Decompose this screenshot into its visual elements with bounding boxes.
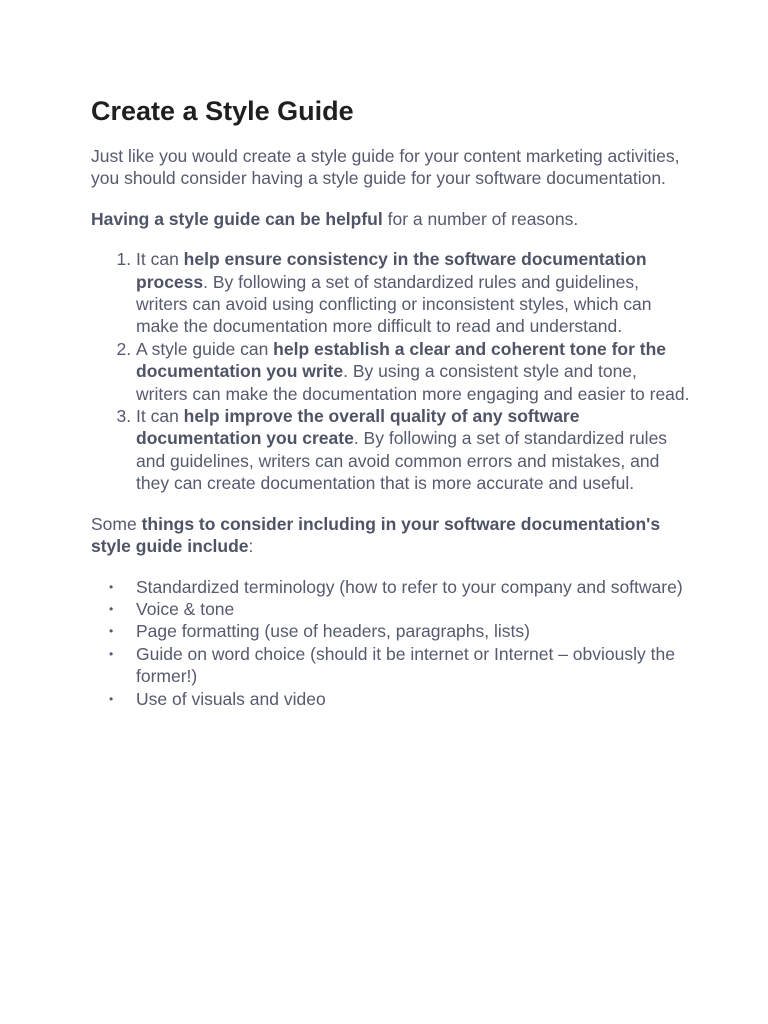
reason-1-bold: help ensure consistency in the software documentation process [136,249,647,292]
things-lead-bold: things to consider including in your software documentation's style guide include [91,513,661,557]
bullet-icon: • [109,601,114,616]
list-item [109,576,691,598]
reasons-lead-bold: Having a style guide can be helpful [91,208,383,229]
bullet-icon: • [109,691,114,706]
thing-5-text: Use of visuals and video [136,688,326,709]
bullet-icon: • [109,646,114,661]
list-item [109,598,691,620]
reasons-lead-rest: for a number of reasons. [382,208,579,229]
list-item [109,688,691,710]
reason-1-pre: It can [136,249,184,270]
thing-3-text: Page formatting (use of headers, paragraphs, lists) [136,621,530,642]
list-item [109,643,691,688]
thing-2-text: Voice & tone [136,598,235,619]
things-lead-pre: Some [91,513,142,534]
document-content [91,94,691,710]
reason-2-pre: A style guide can [136,338,274,359]
reason-3-bold: help improve the overall quality of any software documentation you create [136,406,580,449]
bullet-icon: • [109,579,114,594]
reason-3-pre: It can [136,406,184,427]
things-list [109,576,691,710]
list-item [109,620,691,642]
things-lead-paragraph [91,513,691,558]
thing-1-text: Standardized terminology (how to refer to your company and software) [136,576,683,597]
intro-paragraph: Just like you would create a style guide for your content marketing activities, you should consider having a style guide for your software documentation. [91,146,680,189]
thing-4-text: Guide on word choice (should it be internet or Internet – obviously the former!) [136,643,675,687]
things-lead-post: : [248,536,254,557]
reason-2-bold: help establish a clear and coherent tone for the documentation you write [136,338,667,382]
reason-2-post: . By using a consistent style and tone, writers can make the documentation more engaging and easier to read. [136,361,690,404]
reasons-lead-paragraph [91,208,691,230]
list-item [136,248,691,338]
bullet-icon: • [109,624,114,639]
reasons-list [136,248,691,494]
reason-3-post: . By following a set of standardized rules and guidelines, writers can avoid common errors and mistakes, and they can create documentation that is more accurate and useful. [136,428,668,494]
list-item [136,338,691,405]
reason-1-post: . By following a set of standardized rules and guidelines, writers can avoid using conflicting or inconsistent styles, which can make the documentation more difficult to read and understand. [136,271,652,337]
page-title: Create a Style Guide [91,96,354,126]
list-item [136,405,691,495]
